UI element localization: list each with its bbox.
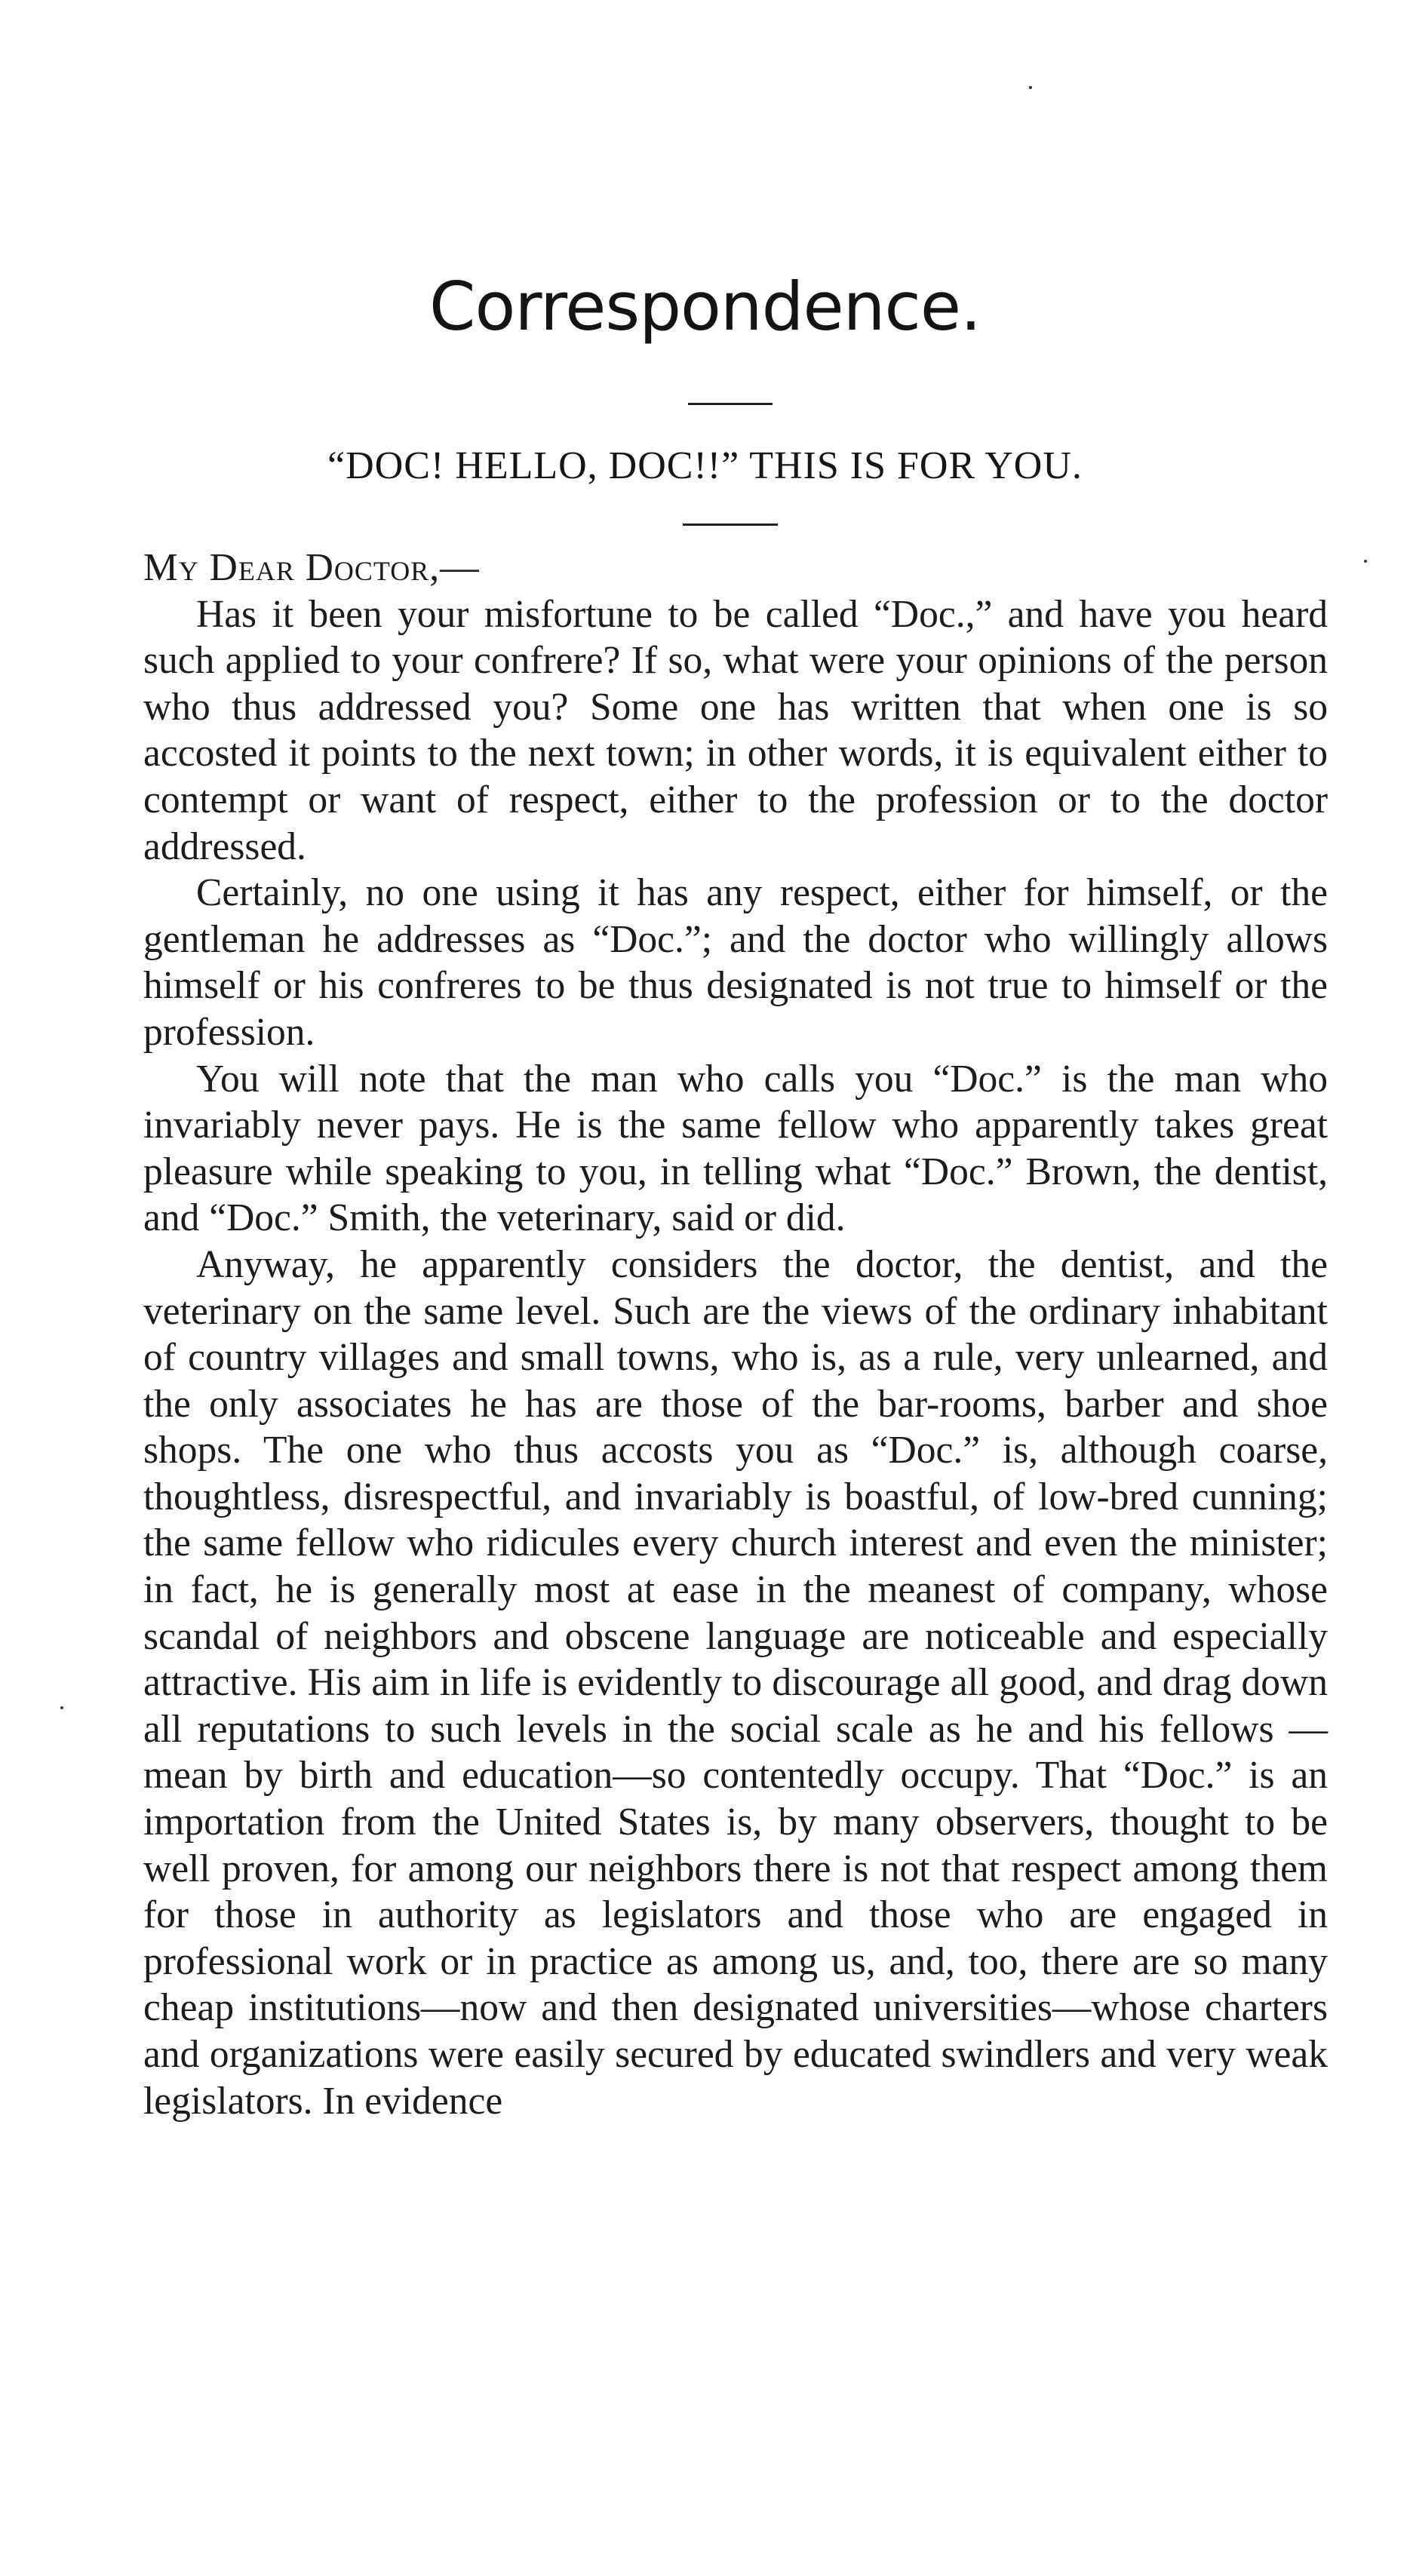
article-heading: “DOC! HELLO, DOC!!” THIS IS FOR YOU. xyxy=(327,444,1083,487)
heading-divider xyxy=(683,523,778,526)
letter-paragraph-4: Anyway, he apparently considers the doctor, the dentist, and the veterinary on the same level. Such are the views of the ordinary inhabitant of country villages and small towns, who is, as a rule, very unlearned, and the only associates he has are those of the bar-rooms, barber and shoe shops. The one who thus accosts you as “Doc.” is, although coarse, thoughtless, disrespectful, and invariably is boastful, of low-bred cunning; the same fellow who ridicules every church interest and even the minister; in fact, he is generally most at ease in the meanest of company, whose scandal of neighbors and obscene language are noticeable and especially attractive. His aim in life is evidently to discourage all good, and drag down all reputations to such levels in the social scale as he and his fellows —mean by birth and education—so contentedly occupy. That “Doc.” is an importation from the United States is, by many observers, thought to be well proven, for among our neighbors there is not that respect among them for those in authority as legislators and those who are engaged in professional work or in practice as among us, and, too, there are so many cheap institutions—now and then designated universities—whose charters and organizations were easily secured by educated swindlers and very weak legislators. In evidence xyxy=(143,1242,1328,2123)
page-title: Correspondence. xyxy=(429,268,981,345)
print-speck xyxy=(1364,560,1367,563)
letter-body xyxy=(143,545,1328,2124)
letter-salutation: My Dear Doctor,— xyxy=(143,546,480,589)
letter-paragraph-2: Certainly, no one using it has any respect, either for himself, or the gentleman he addresses as “Doc.”; and the doctor who willingly allows himself or his confreres to be thus designated is not true to himself or the profession. xyxy=(143,871,1328,1054)
print-speck xyxy=(60,1706,63,1709)
print-speck xyxy=(1029,86,1032,89)
letter-paragraph-3: You will note that the man who calls you “Doc.” is the man who invariably never pays. He is the same fellow who apparently takes great pleasure while speaking to you, in telling what “Doc.” Brown, the dentist, and “Doc.” Smith, the veterinary, said or did. xyxy=(143,1057,1328,1240)
letter-paragraph-1: Has it been your misfortune to be called “Doc.,” and have you heard such applied to your confrere? If so, what were your opinions of the person who thus addressed you? Some one has written that when one is so accosted it points to the next town; in other words, it is equivalent either to contempt or want of respect, either to the profession or to the doctor addressed. xyxy=(143,592,1328,868)
title-divider xyxy=(688,403,773,405)
